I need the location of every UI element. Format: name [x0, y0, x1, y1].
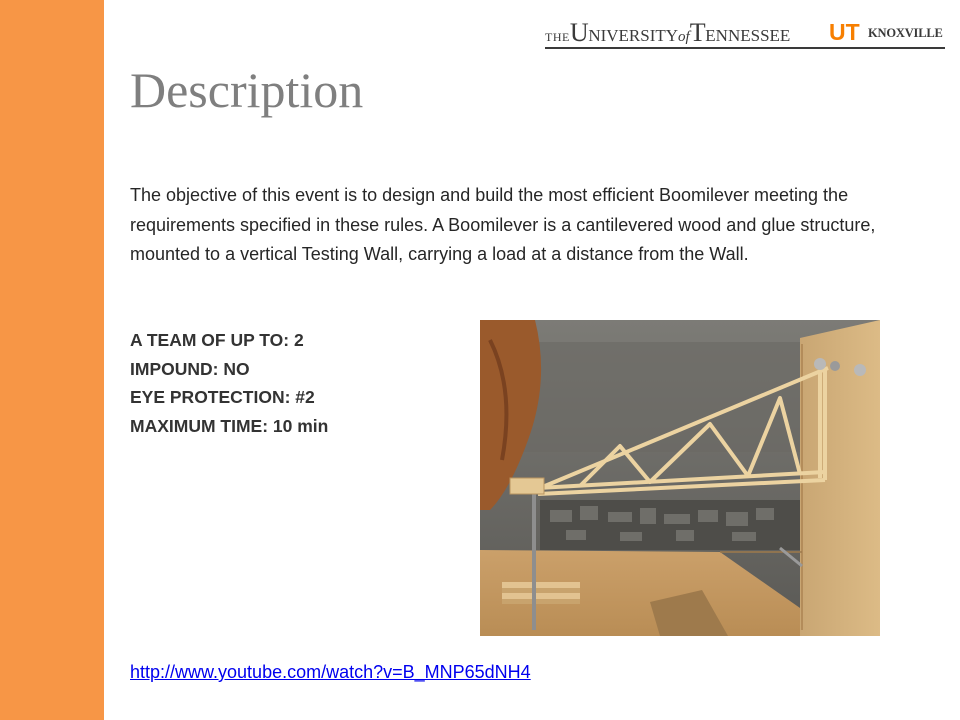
logo-wordmark: THEUNIVERSITYofTENNESSEE	[545, 18, 791, 47]
ut-logo-icon	[829, 20, 867, 42]
logo-knoxville: KNOXVILLE	[868, 26, 943, 40]
university-logo	[545, 16, 945, 50]
boomilever-photo-icon	[480, 320, 880, 636]
logo-underline	[545, 47, 945, 49]
slide-title: Description	[130, 62, 364, 118]
svg-text:UT: UT	[829, 20, 860, 42]
youtube-link[interactable]: http://www.youtube.com/watch?v=B_MNP65dNH4	[130, 662, 531, 682]
fact-max-time: MAXIMUM TIME: 10 min	[130, 415, 329, 436]
boomilever-photo	[480, 320, 880, 636]
orange-sidebar	[0, 0, 104, 720]
event-facts-list	[130, 326, 328, 440]
fact-eye-protection: EYE PROTECTION: #2	[130, 387, 315, 407]
fact-team-size: A TEAM OF UP TO: 2	[130, 330, 304, 350]
fact-impound: IMPOUND: NO	[130, 358, 250, 379]
description-text: The objective of this event is to design and build the most efficient Boomilever meeting the requirements specified in these rules. A Boomilever is a cantilevered wood and glue structure, mounted to a vertical Testing Wall, carrying a load at a distance from the Wall.	[130, 185, 876, 264]
